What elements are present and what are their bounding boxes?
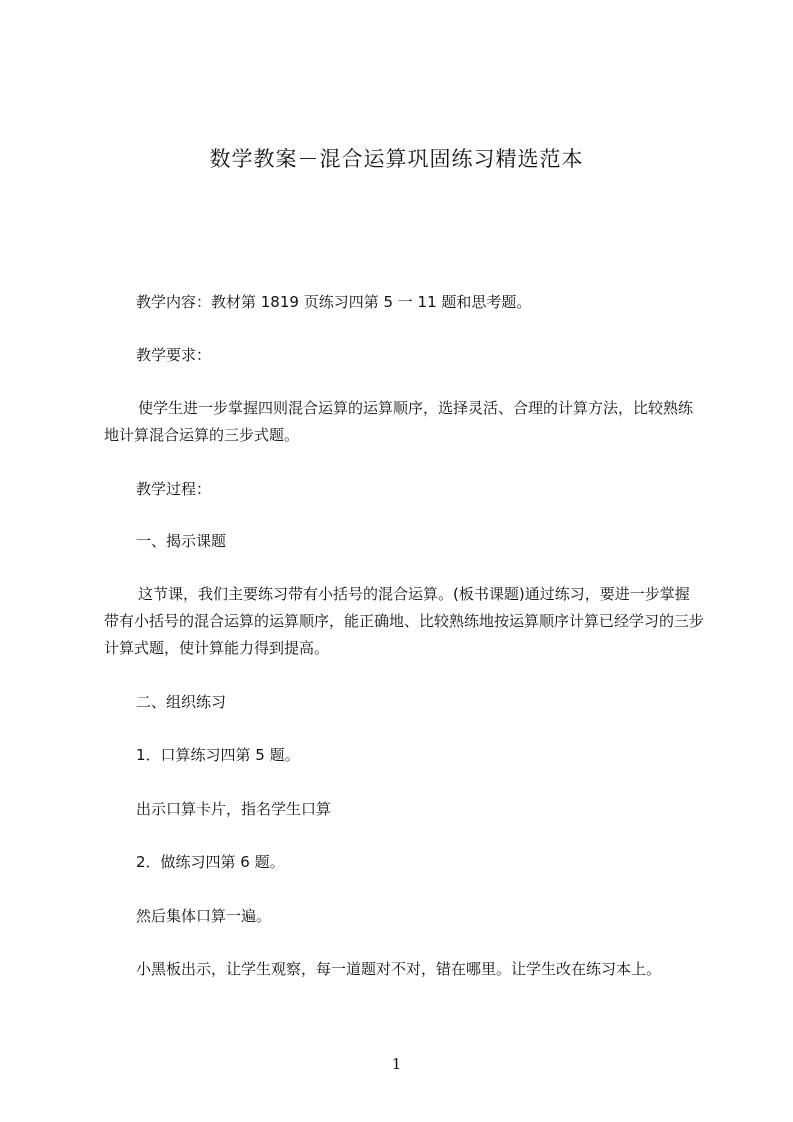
page-number: 1 [391, 1055, 402, 1073]
exercise-item-2-blackboard: 小黑板出示，让学生观察，每一道题对不对，错在哪里。让学生改在练习本上。 [136, 960, 662, 978]
exercise-item-2-detail: 然后集体口算一遍。 [136, 907, 272, 925]
process-heading: 教学过程： [136, 480, 212, 498]
exercise-item-1: 1．口算练习四第 5 题。 [136, 746, 300, 764]
document-title: 数学教案－混合运算巩固练习精选范本 [209, 147, 584, 171]
exercise-item-2: 2．做练习四第 6 题。 [136, 853, 285, 871]
section-2-heading: 二、组织练习 [136, 693, 227, 711]
exercise-item-1-detail: 出示口算卡片，指名学生口算 [136, 800, 332, 818]
requirements-body: 使学生进一步掌握四则混合运算的运算顺序，选择灵活、合理的计算方法，比较熟练地计算混合运算的三步式题。 [104, 399, 694, 444]
section-1-heading: 一、揭示课题 [136, 532, 227, 550]
teaching-content-line: 教学内容：教材第 1819 页练习四第 5 一 11 题和思考题。 [136, 293, 532, 311]
section-1-body: 这节课，我们主要练习带有小括号的混合运算。(板书课题)通过练习，要进一步掌握带有小括号的混合运算的运算顺序，能正确地、比较熟练地按运算顺序计算已经学习的三步计算式题，使计算能力得到提高。 [104, 585, 705, 657]
requirements-heading: 教学要求： [136, 346, 212, 364]
